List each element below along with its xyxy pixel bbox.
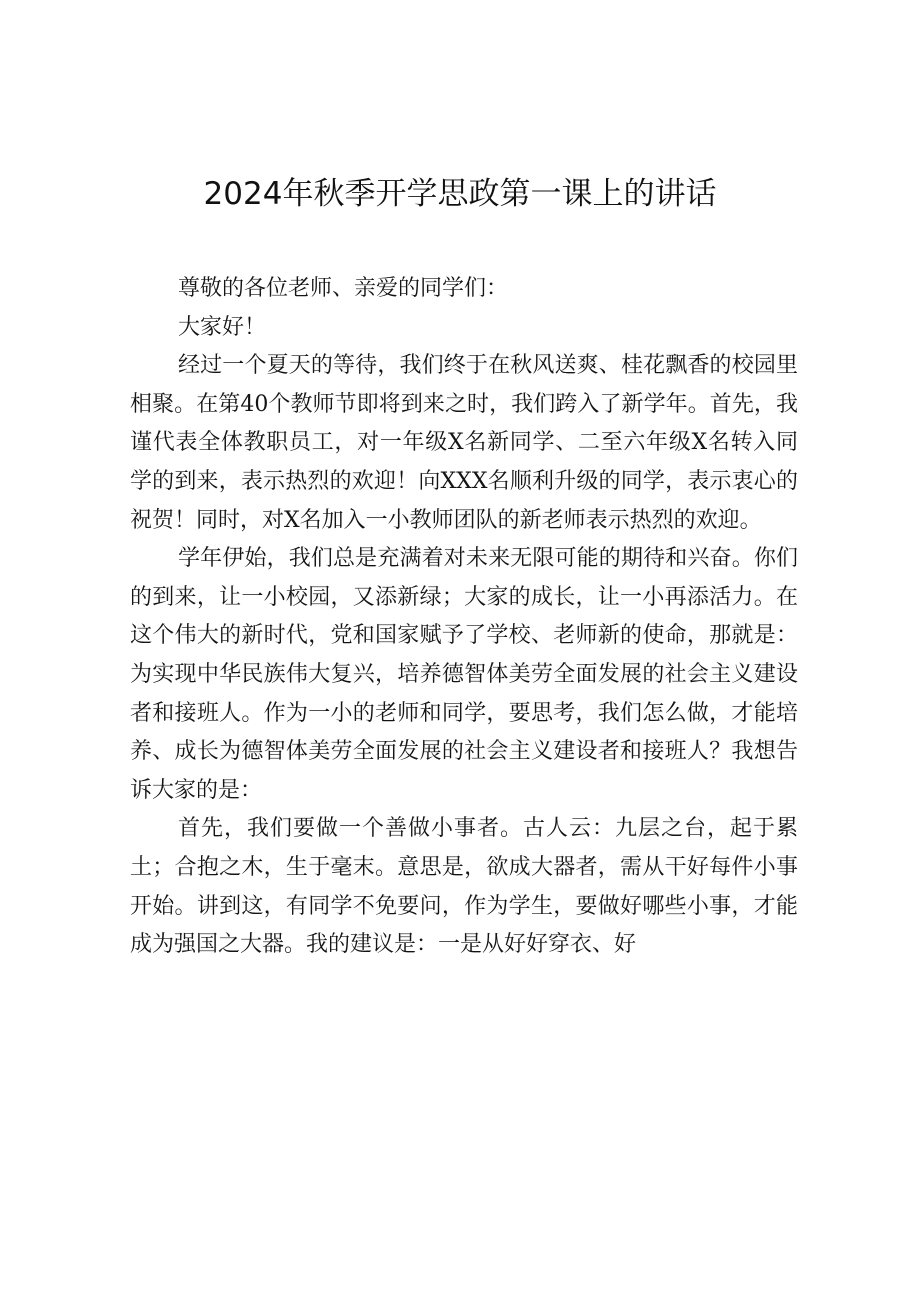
document-body (130, 270, 798, 965)
greeting-paragraph: 大家好！ (178, 314, 267, 340)
salutation-paragraph: 尊敬的各位老师、亲爱的同学们： (178, 276, 509, 301)
body-paragraph: 学年伊始，我们总是充满着对未来无限可能的期待和兴奋。你们的到来，让一小校园，又添新绿；大家的成长，让一小再添活力。在这个伟大的新时代，党和国家赋予了学校、老师新的使命，那就是：为实现中华民族伟大复兴，培养德智体美劳全面发展的社会主义建设者和接班人。作为一小的老师和同学，要思考，我们怎么做，才能培养、成长为德智体美劳全面发展的社会主义建设者和接班人？我想告诉大家的是： (130, 546, 798, 803)
body-paragraph: 经过一个夏天的等待，我们终于在秋风送爽、桂花飘香的校园里相聚。在第40个教师节即将到来之时，我们跨入了新学年。首先，我谨代表全体教职员工，对一年级X名新同学、二至六年级X名转入同学的到来，表示热烈的欢迎！向XXX名顺利升级的同学，表示衷心的祝贺！同时，对X名加入一小教师团队的新老师表示热烈的欢迎。 (130, 353, 798, 533)
body-paragraph: 首先，我们要做一个善做小事者。古人云：九层之台，起于累土；合抱之木，生于毫末。意思是，欲成大器者，需从干好每件小事开始。讲到这，有同学不免要问，作为学生，要做好哪些小事，才能成为强国之大器。我的建议是：一是从好好穿衣、好 (130, 816, 798, 958)
document-title: 2024年秋季开学思政第一课上的讲话 (203, 176, 717, 212)
